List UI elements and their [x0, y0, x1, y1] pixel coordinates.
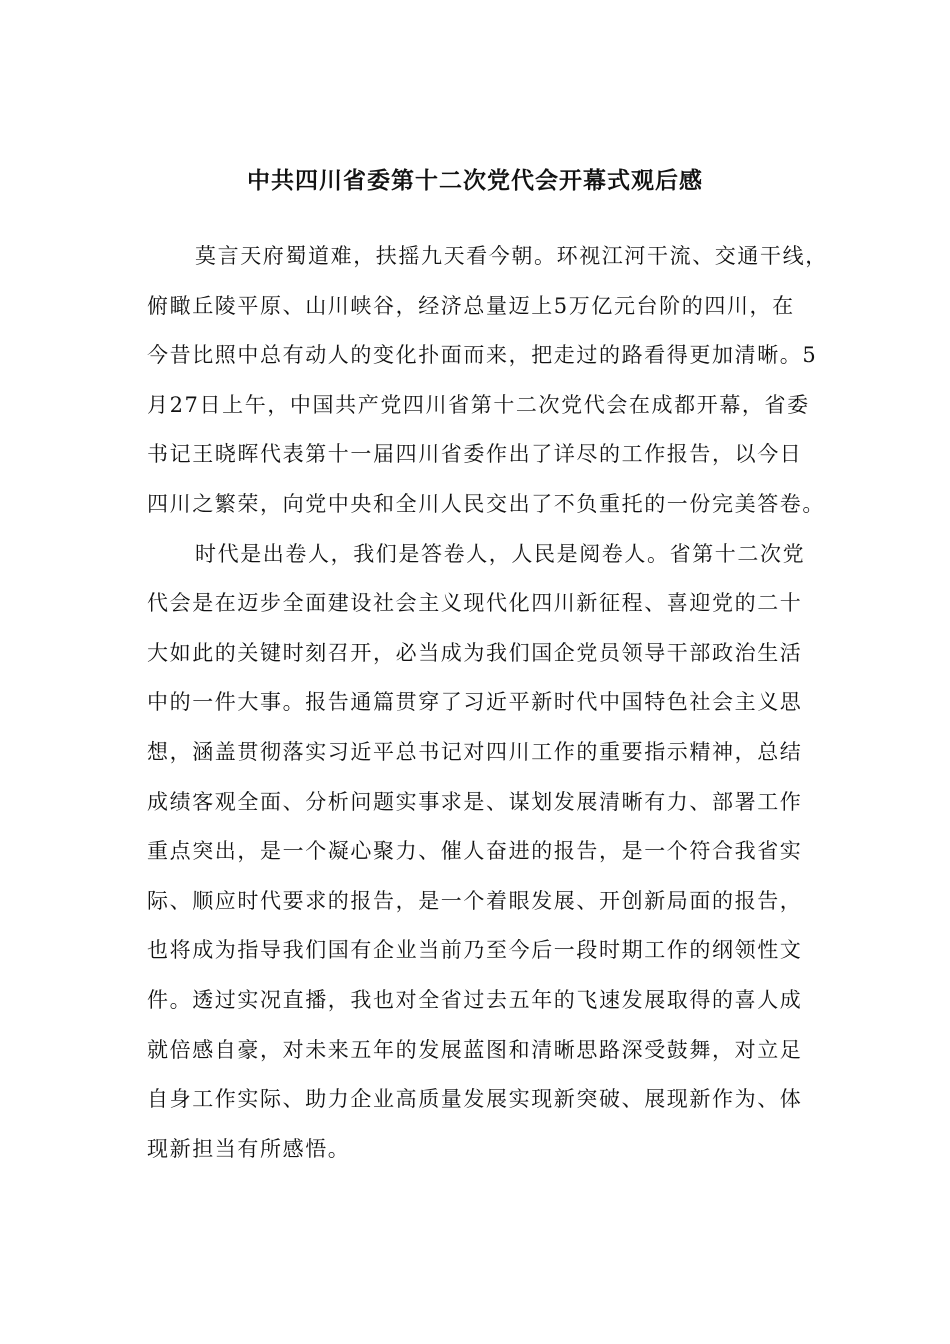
paragraph-line: 成绩客观全面、分析问题实事求是、谋划发展清晰有力、部署工作: [147, 789, 803, 814]
paragraph-line: 就倍感自豪，对未来五年的发展蓝图和清晰思路深受鼓舞，对立足: [147, 1037, 803, 1062]
paragraph-line: 自身工作实际、助力企业高质量发展实现新突破、展现新作为、体: [147, 1087, 803, 1112]
paragraph-line: 时代是出卷人，我们是答卷人，人民是阅卷人。省第十二次党: [195, 541, 806, 566]
paragraph-line: 重点突出，是一个凝心聚力、催人奋进的报告，是一个符合我省实: [147, 839, 803, 864]
paragraph-line: 俯瞰丘陵平原、山川峡谷，经济总量迈上5万亿元台阶的四川，在: [147, 293, 795, 318]
paragraph-line: 四川之繁荣，向党中央和全川人民交出了不负重托的一份完美答卷。: [147, 491, 825, 516]
paragraph-line: 中的一件大事。报告通篇贯穿了习近平新时代中国特色社会主义思: [147, 690, 803, 715]
paragraph-line: 件。透过实况直播，我也对全省过去五年的飞速发展取得的喜人成: [147, 987, 803, 1012]
paragraph-line: 现新担当有所感悟。: [147, 1136, 351, 1161]
document-body: [147, 240, 827, 1182]
document-title: 中共四川省委第十二次党代会开幕式观后感: [247, 168, 703, 194]
paragraph-line: 大如此的关键时刻召开，必当成为我们国企党员领导干部政治生活: [147, 640, 803, 665]
paragraph-line: 也将成为指导我们国有企业当前乃至今后一段时期工作的纲领性文: [147, 938, 803, 963]
paragraph-2: [147, 538, 827, 1183]
paragraph-line: 今昔比照中总有动人的变化扑面而来，把走过的路看得更加清晰。5: [147, 343, 818, 368]
paragraph-line: 月27日上午，中国共产党四川省第十二次党代会在成都开幕，省委: [147, 392, 810, 417]
paragraph-line: 书记王晓晖代表第十一届四川省委作出了详尽的工作报告，以今日: [147, 442, 803, 467]
paragraph-1: [147, 240, 827, 538]
paragraph-line: 想，涵盖贯彻落实习近平总书记对四川工作的重要指示精神，总结: [147, 739, 803, 764]
paragraph-line: 代会是在迈步全面建设社会主义现代化四川新征程、喜迎党的二十: [147, 591, 803, 616]
paragraph-line: 莫言天府蜀道难，扶摇九天看今朝。环视江河干流、交通干线，: [195, 244, 828, 268]
paragraph-line: 际、顺应时代要求的报告，是一个着眼发展、开创新局面的报告，: [147, 888, 803, 913]
